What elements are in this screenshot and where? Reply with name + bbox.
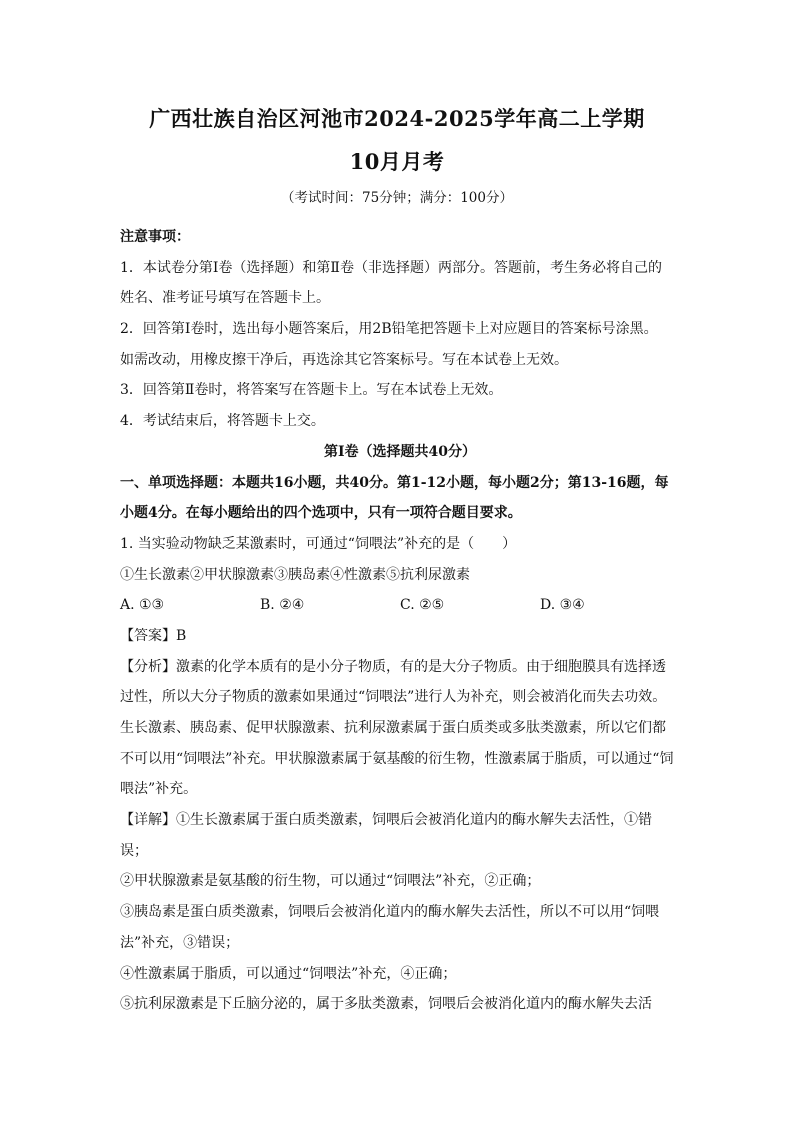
option-b: B. ②④ xyxy=(260,597,305,614)
section-heading: 第Ⅰ卷（选择题共40分） xyxy=(323,443,477,460)
note-line: 姓名、准考证号填写在答题卡上。 xyxy=(120,290,330,307)
note-line: 4．考试结束后，将答题卡上交。 xyxy=(120,413,325,430)
notes-heading: 注意事项： xyxy=(120,229,190,245)
analysis-line: 不可以用“饲喂法”补充。甲状腺激素属于氨基酸的衍生物，性激素属于脂质，可以通过“饲 xyxy=(120,750,674,767)
option-c: C. ②⑤ xyxy=(400,597,445,614)
question-items: ①生长激素②甲状腺激素③胰岛素④性激素⑤抗利尿激素 xyxy=(120,566,470,583)
note-line: 3．回答第Ⅱ卷时，将答案写在答题卡上。写在本试卷上无效。 xyxy=(120,382,503,399)
detail-line: ②甲状腺激素是氨基酸的衍生物，可以通过“饲喂法”补充，②正确； xyxy=(120,873,541,890)
document-title-line-1: 广西壮族自治区河池市2024-2025学年高二上学期 xyxy=(149,106,645,131)
part-heading-line: 一、单项选择题：本题共16小题，共40分。第1-12小题，每小题2分；第13-16题，每 xyxy=(120,474,669,491)
note-line: 如需改动，用橡皮擦干净后，再选涂其它答案标号。写在本试卷上无效。 xyxy=(120,351,568,368)
question-stem: 1. 当实验动物缺乏某激素时，可通过“饲喂法”补充的是（ ） xyxy=(120,535,517,552)
detail-line: 误； xyxy=(120,842,148,859)
note-line: 2．回答第Ⅰ卷时，选出每小题答案后，用2B铅笔把答题卡上对应题目的答案标号涂黑。 xyxy=(120,321,658,338)
analysis-line: 【分析】激素的化学本质有的是小分子物质，有的是大分子物质。由于细胞膜具有选择透 xyxy=(120,658,666,675)
exam-meta: （考试时间：75分钟；满分：100分） xyxy=(281,190,513,206)
answer-line: 【答案】B xyxy=(120,627,187,644)
detail-line: ③胰岛素是蛋白质类激素，饲喂后会被消化道内的酶水解失去活性，所以不可以用“饲喂 xyxy=(120,904,660,921)
part-heading-line: 小题4分。在每小题给出的四个选项中，只有一项符合题目要求。 xyxy=(120,505,522,522)
document-body xyxy=(120,222,680,1020)
analysis-line: 过性，所以大分子物质的激素如果通过“饲喂法”进行人为补充，则会被消化而失去功效。 xyxy=(120,689,667,706)
document-title-line-2: 10月月考 xyxy=(349,149,445,174)
detail-line: ⑤抗利尿激素是下丘脑分泌的，属于多肽类激素，饲喂后会被消化道内的酶水解失去活 xyxy=(120,996,652,1013)
detail-line: 【详解】①生长激素属于蛋白质类激素，饲喂后会被消化道内的酶水解失去活性，①错 xyxy=(120,812,652,829)
detail-line: ④性激素属于脂质，可以通过“饲喂法”补充，④正确； xyxy=(120,965,457,982)
detail-line: 法”补充，③错误； xyxy=(120,934,240,951)
analysis-line: 喂法”补充。 xyxy=(120,781,198,798)
question-options xyxy=(120,590,680,621)
option-d: D. ③④ xyxy=(540,597,585,614)
option-a: A. ①③ xyxy=(120,597,165,614)
note-line: 1．本试卷分第Ⅰ卷（选择题）和第Ⅱ卷（非选择题）两部分。答题前，考生务必将自己的 xyxy=(120,259,662,276)
analysis-line: 生长激素、胰岛素、促甲状腺激素、抗利尿激素属于蛋白质类或多肽类激素，所以它们都 xyxy=(120,720,666,736)
